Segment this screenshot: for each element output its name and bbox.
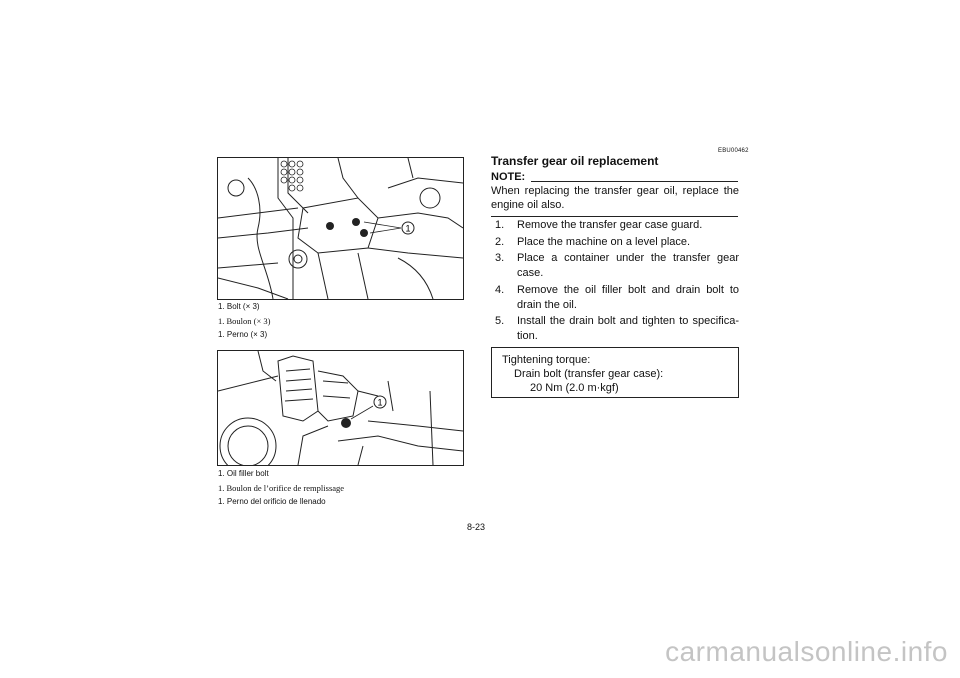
note-rule (531, 181, 738, 182)
figure2-caption-en: 1. Oil filler bolt (218, 469, 269, 478)
section-heading: Transfer gear oil replacement (491, 154, 659, 168)
engine-illustration-2 (218, 351, 463, 465)
step-text: Place a container under the transfer gear case. (517, 252, 739, 279)
step-number: 3. (495, 252, 505, 264)
step-list (495, 218, 739, 346)
list-item (495, 314, 739, 344)
list-item (495, 235, 739, 250)
step-text: Install the drain bolt and tighten to specifica-tion. (517, 315, 739, 342)
figure-bolts (217, 157, 464, 300)
note-label: NOTE: (491, 171, 526, 183)
step-text: Place the machine on a level place. (517, 235, 691, 248)
engine-illustration-1 (218, 158, 463, 299)
list-item (495, 218, 739, 233)
figure2-caption-es: 1. Perno del orificio de llenado (218, 497, 326, 506)
note-end-rule (491, 216, 738, 217)
callout-number: 1 (405, 223, 411, 234)
section-code: EBU00462 (718, 148, 749, 154)
list-item (495, 251, 739, 281)
note-text: When replacing the transfer gear oil, replace the engine oil also. (491, 185, 739, 211)
spec-item: Drain bolt (transfer gear case): (514, 368, 664, 380)
figure1-caption-fr: 1. Boulon (× 3) (218, 316, 271, 326)
watermark: carmanualsonline.info (665, 636, 948, 667)
step-text: Remove the oil filler bolt and drain bolt to drain the oil. (517, 283, 739, 311)
callout-number: 1 (377, 397, 383, 408)
figure1-caption-en: 1. Bolt (× 3) (218, 302, 260, 311)
list-item (495, 283, 739, 313)
spec-value: 20 Nm (2.0 m·kgf) (530, 382, 619, 394)
step-number: 1. (495, 219, 505, 231)
figure-oil-filler-bolt (217, 350, 464, 466)
step-number: 4. (495, 283, 505, 296)
page-number: 8-23 (467, 522, 486, 532)
torque-spec-box (491, 347, 739, 398)
figure1-caption-es: 1. Perno (× 3) (218, 330, 268, 339)
spec-label: Tightening torque: (502, 354, 591, 366)
step-text: Remove the transfer gear case guard. (517, 219, 703, 231)
step-number: 2. (495, 235, 505, 248)
step-number: 5. (495, 315, 505, 327)
figure2-caption-fr: 1. Boulon de l’orifice de remplissage (218, 483, 345, 493)
